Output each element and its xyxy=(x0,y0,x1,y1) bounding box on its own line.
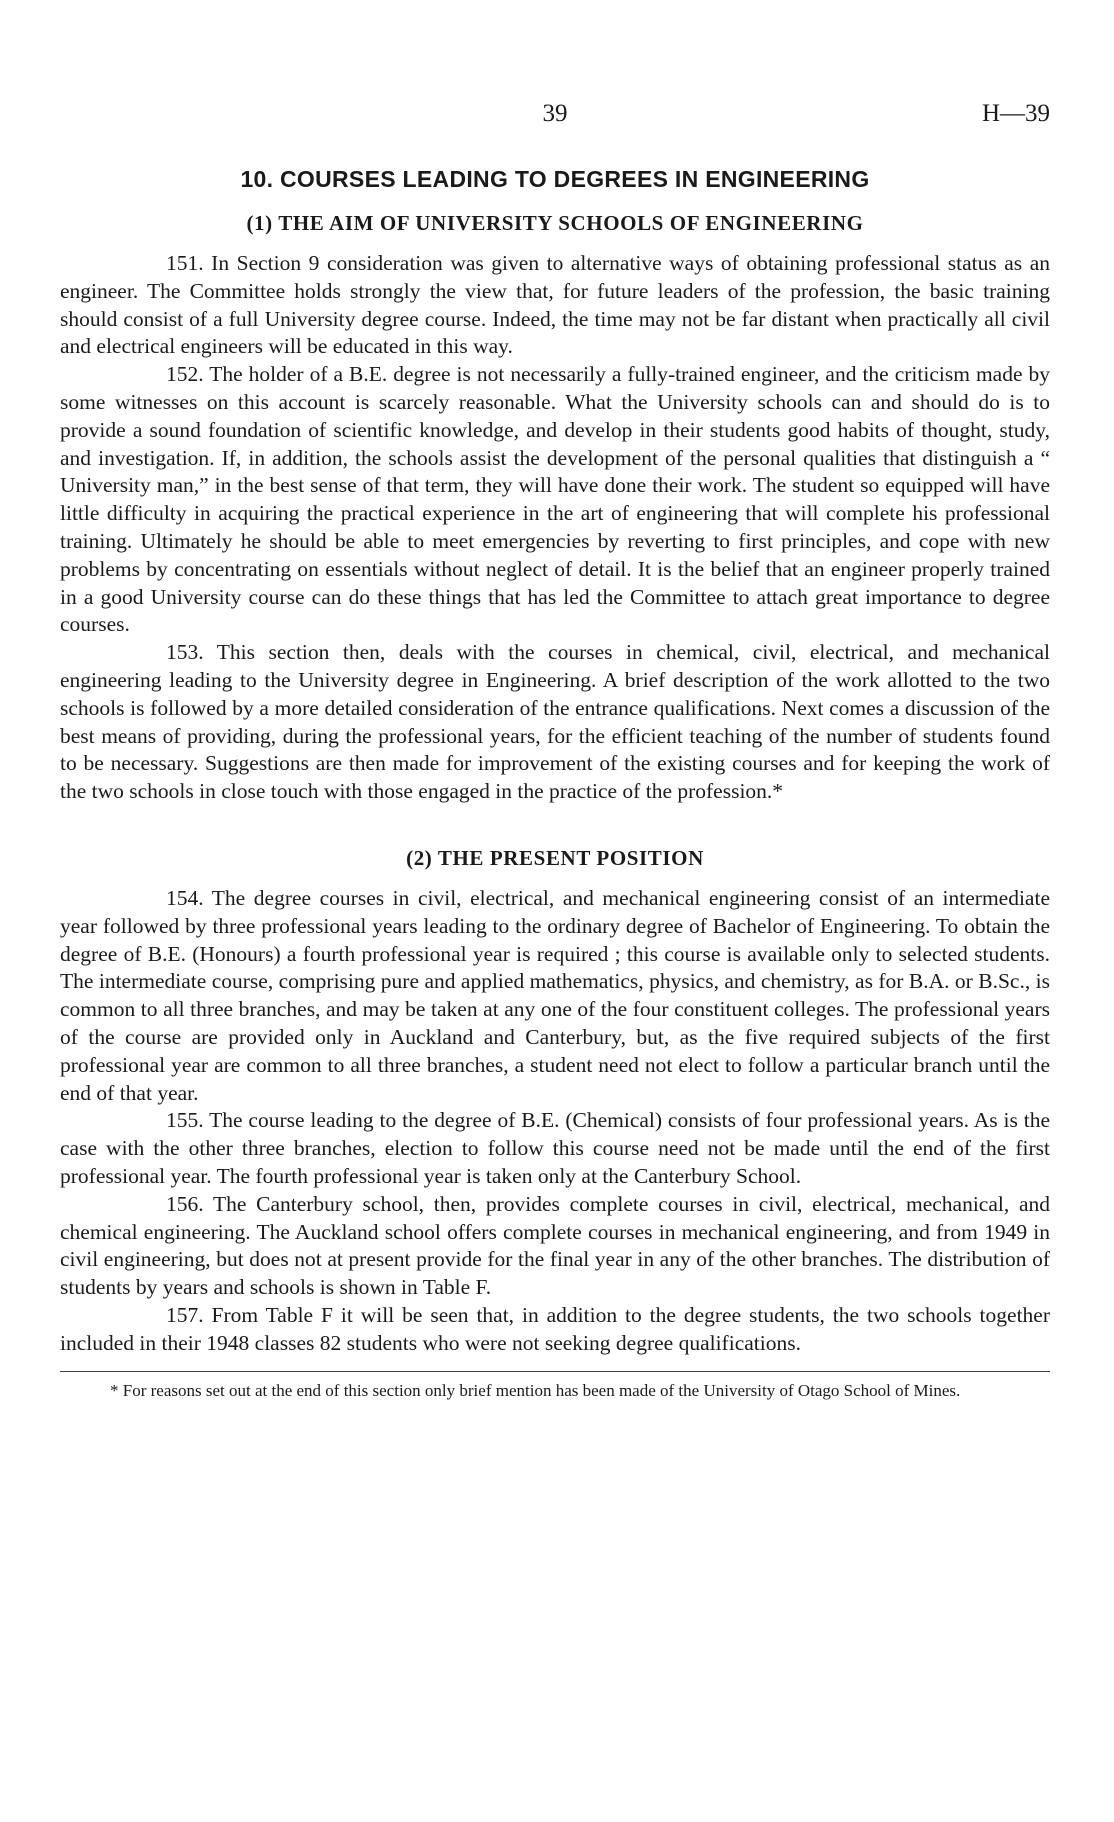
document-page xyxy=(60,100,1050,1402)
page-code: H—39 xyxy=(981,100,1050,127)
chapter-title: 10. COURSES LEADING TO DEGREES IN ENGINEERING xyxy=(240,166,870,192)
paragraph-151: 151. In Section 9 consideration was given to alternative ways of obtaining professional status as an engineer. The Committee holds strongly the view that, for future leaders of the profession, the basic training should consist of a full University degree course. Indeed, the time may not be far distant when practically all civil and electrical engineers will be educated in this way. xyxy=(60,251,1050,359)
section-present-position xyxy=(60,846,1050,1358)
paragraph-155: 155. The course leading to the degree of B.E. (Chemical) consists of four professional years. As is the case with the other three branches, election to follow this course need not be made until the end of the first professional year. The fourth professional year is taken only at the Canterbury School. xyxy=(60,1108,1050,1188)
page-number: 39 xyxy=(542,100,568,127)
paragraph-156: 156. The Canterbury school, then, provides complete courses in civil, electrical, mechanical, and chemical engineering. The Auckland school offers complete courses in mechanical engineering, and from 1949 in civil engineering, but does not at present provide for the final year in any of the other branches. The distribution of students by years and schools is shown in Table F. xyxy=(60,1191,1050,1300)
footnote-divider xyxy=(60,1371,1050,1372)
paragraph-157: 157. From Table F it will be seen that, in addition to the degree students, the two schools together included in their 1948 classes 82 students who were not seeking degree qualifications. xyxy=(60,1302,1050,1355)
footnote: * For reasons set out at the end of this section only brief mention has been made of the University of Otago School of Mines. xyxy=(110,1381,961,1401)
paragraph-154: 154. The degree courses in civil, electrical, and mechanical engineering consist of an intermediate year followed by three professional years leading to the ordinary degree of Bachelor of Engineering. To obtain the degree of B.E. (Honours) a fourth professional year is required ; this course is available only to selected students. The intermediate course, comprising pure and applied mathematics, physics, and chemistry, as for B.A. or B.Sc., is common to all three branches, and may be taken at any one of the four constituent colleges. The professional years of the course are provided only in Auckland and Canterbury, but, as the five required subjects of the first professional year are common to all three branches, a student need not elect to follow a particular branch until the end of that year. xyxy=(60,885,1050,1105)
page-header xyxy=(60,100,1050,134)
section-heading-present-position: (2) THE PRESENT POSITION xyxy=(406,845,704,870)
paragraph-152: 152. The holder of a B.E. degree is not necessarily a fully-trained engineer, and the criticism made by some witnesses on this account is scarcely reasonable. What the University schools can and should do is to provide a sound foundation of scientific knowledge, and develop in their students good habits of thought, study, and investigation. If, in addition, the schools assist the development of the personal qualities that distinguish a “ University man,” in the best sense of that term, they will have done their work. The student so equipped will have little difficulty in acquiring the practical experience in the art of engineering that will complete his professional training. Ultimately he should be able to meet emergencies by reverting to first principles, and cope with new problems by concentrating on essentials without neglect of detail. It is the belief that an engineer properly trained in a good University course can do these things that has led the Committee to attach great importance to degree courses. xyxy=(60,362,1050,637)
paragraph-153: 153. This section then, deals with the courses in chemical, civil, electrical, and mechanical engineering leading to the University degree in Engineering. A brief description of the work allotted to the two schools is followed by a more detailed consideration of the entrance qualifications. Next comes a discussion of the best means of providing, during the professional years, for the efficient teaching of the number of students found to be necessary. Suggestions are then made for improvement of the existing courses and for keeping the work of the two schools in close touch with those engaged in the practice of the profession.* xyxy=(60,640,1050,804)
section-aim xyxy=(60,211,1050,806)
section-heading-aim: (1) THE AIM OF UNIVERSITY SCHOOLS OF ENGINEERING xyxy=(246,211,864,235)
